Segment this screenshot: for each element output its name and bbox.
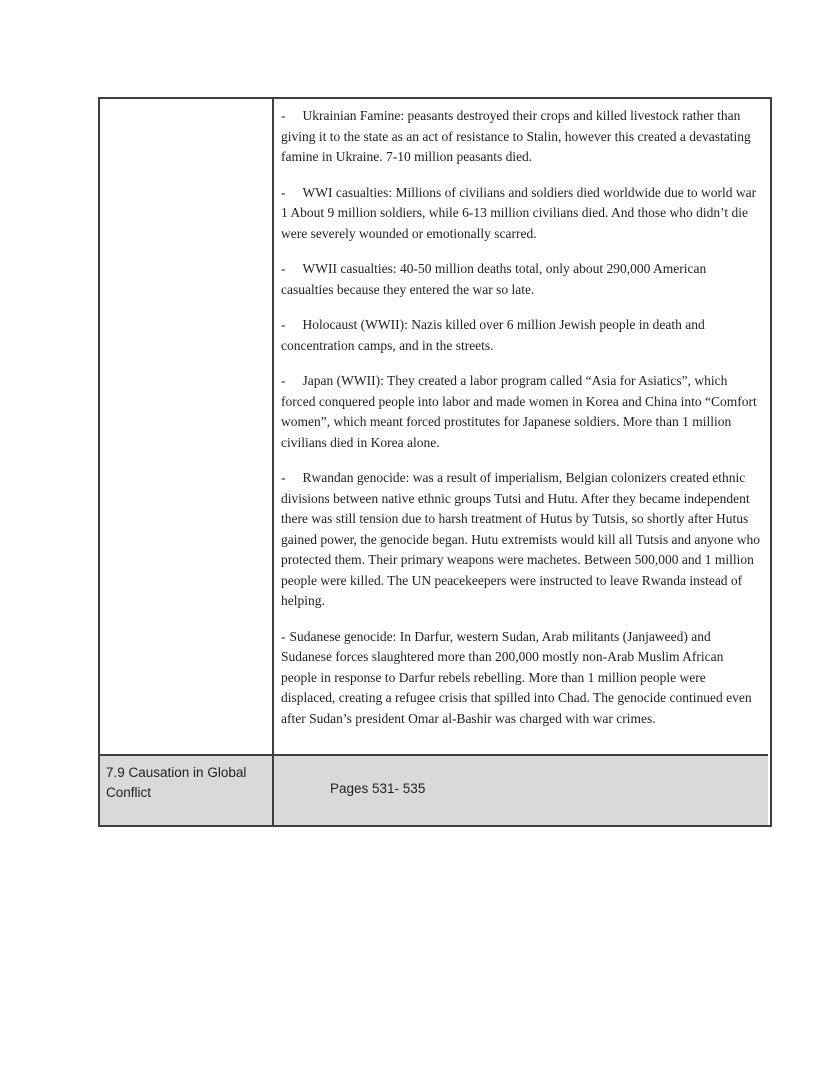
- paragraph-text: Sudanese genocide: In Darfur, western Sudan, Arab militants (Janjaweed) and Sudanese forces slaughtered more than 200,000 mostly non-Arab Muslim African people in response to Darfur rebels rebelling. More than 1 million people were displaced, creating a refugee crisis that spilled into Chad. The genocide continued even after Sudan’s president Omar al-Bashir was charged with war crimes.: [281, 628, 752, 726]
- note-paragraph: [281, 468, 761, 612]
- empty-topic-cell: [100, 99, 274, 756]
- bullet-marker: -: [281, 470, 286, 485]
- content-table: [98, 97, 772, 827]
- bullet-marker: -: [281, 628, 286, 644]
- bullet-marker: -: [281, 108, 286, 123]
- note-paragraph: [281, 371, 761, 453]
- bullet-marker: -: [281, 184, 286, 200]
- bullet-marker: -: [281, 373, 286, 388]
- note-paragraph: [281, 315, 761, 356]
- paragraph-text: Holocaust (WWII): Nazis killed over 6 million Jewish people in death and concentration camps, and in the streets.: [281, 317, 705, 353]
- note-paragraph: [281, 627, 761, 730]
- paragraph-text: WWII casualties: 40-50 million deaths total, only about 290,000 American casualties because they entered the war so late.: [281, 261, 707, 297]
- topic-cell: 7.9 Causation in Global Conflict: [100, 756, 274, 825]
- paragraph-text: Japan (WWII): They created a labor program called “Asia for Asiatics”, which forced conquered people into labor and made women in Korea and China into “Comfort women”, which meant forced prostitutes for Japanese soldiers. More than 1 million civilians died in Korea alone.: [281, 373, 757, 450]
- paragraph-text: WWI casualties: Millions of civilians and soldiers died worldwide due to world war 1 About 9 million soldiers, while 6-13 million civilians died. And those who didn’t die were severely wounded or emotionally scarred.: [281, 184, 757, 241]
- paragraph-text: Ukrainian Famine: peasants destroyed their crops and killed livestock rather than giving it to the state as an act of resistance to Stalin, however this created a devastating famine in Ukraine. 7-10 million peasants died.: [281, 108, 751, 164]
- pages-cell: Pages 531- 535: [274, 756, 768, 825]
- note-paragraph: [281, 259, 761, 300]
- bullet-marker: -: [281, 317, 286, 332]
- bullet-marker: -: [281, 261, 286, 276]
- note-paragraph: [281, 106, 761, 168]
- note-paragraph: [281, 183, 761, 245]
- paragraph-text: Rwandan genocide: was a result of imperialism, Belgian colonizers created ethnic divisions between native ethnic groups Tutsi and Hutu. After they became independent there was still tension due to harsh treatment of Hutus by Tutsis, so shortly after Hutus gained power, the genocide began. Hutu extremists would kill all Tutsis and anyone who protected them. Their primary weapons were machetes. Between 500,000 and 1 million people were killed. The UN peacekeepers were instructed to leave Rwanda instead of helping.: [281, 470, 761, 608]
- notes-cell: [274, 99, 768, 756]
